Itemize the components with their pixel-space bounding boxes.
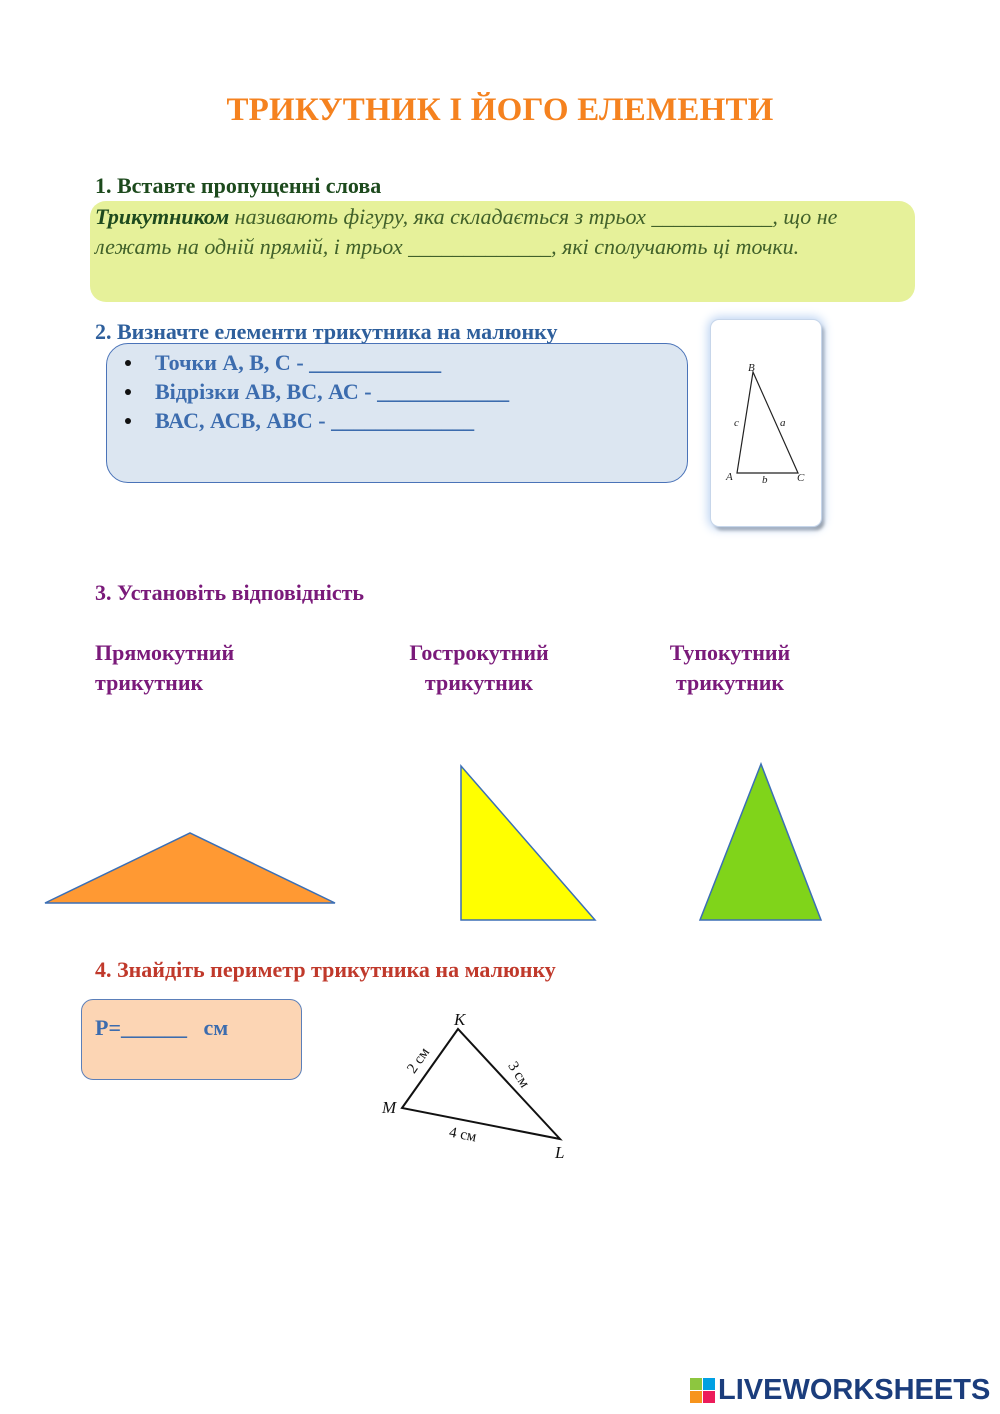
- triangle-abc-card: [711, 320, 821, 526]
- triangle-abc-figure: [711, 320, 821, 526]
- logo-text: LIVEWORKSHEETS: [718, 1373, 991, 1406]
- triangle-abc-shape: [737, 372, 798, 473]
- vertex-k-label: K: [454, 1010, 466, 1029]
- side-kl-label: 3 см: [504, 1059, 533, 1091]
- logo-square: [690, 1378, 702, 1390]
- section-1-term: Трикутником: [95, 204, 230, 229]
- logo-grid-icon: [690, 1378, 715, 1403]
- perimeter-answer-text: P=______ см: [95, 1015, 229, 1040]
- side-mk-label: 2 см: [404, 1044, 434, 1077]
- page-title: ТРИКУТНИК І ЙОГО ЕЛЕМЕНТИ: [226, 92, 774, 128]
- acute-triangle-shape[interactable]: [700, 764, 821, 920]
- section-1-heading: 1. Вставте пропущенні слова: [95, 173, 382, 198]
- section-3-heading: 3. Установіть відповідність: [95, 580, 365, 605]
- label-right-triangle[interactable]: [95, 638, 234, 697]
- side-ml-label: 4 см: [447, 1124, 478, 1146]
- vertex-m-label: M: [382, 1098, 397, 1117]
- list-item: [155, 406, 509, 435]
- vertex-b-label: B: [748, 362, 755, 374]
- label-line-2: трикутник: [675, 669, 785, 695]
- section-4-heading: 4. Знайдіть периметр трикутника на малюнку: [95, 957, 556, 982]
- side-b-label: b: [762, 474, 768, 486]
- vertex-l-label: L: [555, 1143, 565, 1162]
- label-acute-triangle[interactable]: [399, 638, 559, 697]
- triangle-mkl-figure: [370, 1005, 590, 1175]
- side-a-label: a: [780, 417, 786, 429]
- label-line-1: Гострокутний: [409, 640, 549, 665]
- list-item: [155, 377, 509, 406]
- obtuse-triangle-shape[interactable]: [45, 833, 335, 903]
- triangle-mkl-shape: [402, 1029, 560, 1139]
- section-2-list: [155, 348, 509, 435]
- list-item-text: Точки А, В, С - ____________: [155, 350, 442, 375]
- label-line-1: Прямокутний: [95, 640, 235, 665]
- label-line-2: трикутник: [424, 669, 534, 695]
- label-obtuse-triangle[interactable]: [659, 638, 801, 697]
- bullet-icon: [125, 389, 131, 395]
- section-2-heading: 2. Визначте елементи трикутника на малюнку: [95, 319, 558, 344]
- section-3-triangles: [0, 740, 1000, 940]
- liveworksheets-logo[interactable]: [690, 1372, 990, 1408]
- label-line-1: Тупокутний: [669, 640, 791, 665]
- vertex-c-label: C: [797, 472, 805, 484]
- logo-square: [703, 1391, 715, 1403]
- right-triangle-shape[interactable]: [461, 766, 595, 920]
- label-line-2: трикутник: [95, 669, 204, 695]
- section-1-sentence: називають фігуру, яка складається з трьох ___________, що не лежать на одній прямій, і трьох _____________, які сполучають ці точки.: [95, 204, 838, 259]
- list-item-text: Відрізки АВ, ВС, АС - ____________: [155, 379, 510, 404]
- logo-square: [690, 1391, 702, 1403]
- vertex-a-label: A: [726, 471, 733, 483]
- bullet-icon: [125, 418, 131, 424]
- bullet-icon: [125, 360, 131, 366]
- section-1-text: [95, 202, 907, 261]
- logo-square: [703, 1378, 715, 1390]
- list-item: [155, 348, 509, 377]
- list-item-text: ВАС, АСВ, АВС - _____________: [155, 408, 475, 433]
- side-c-label: c: [734, 417, 739, 429]
